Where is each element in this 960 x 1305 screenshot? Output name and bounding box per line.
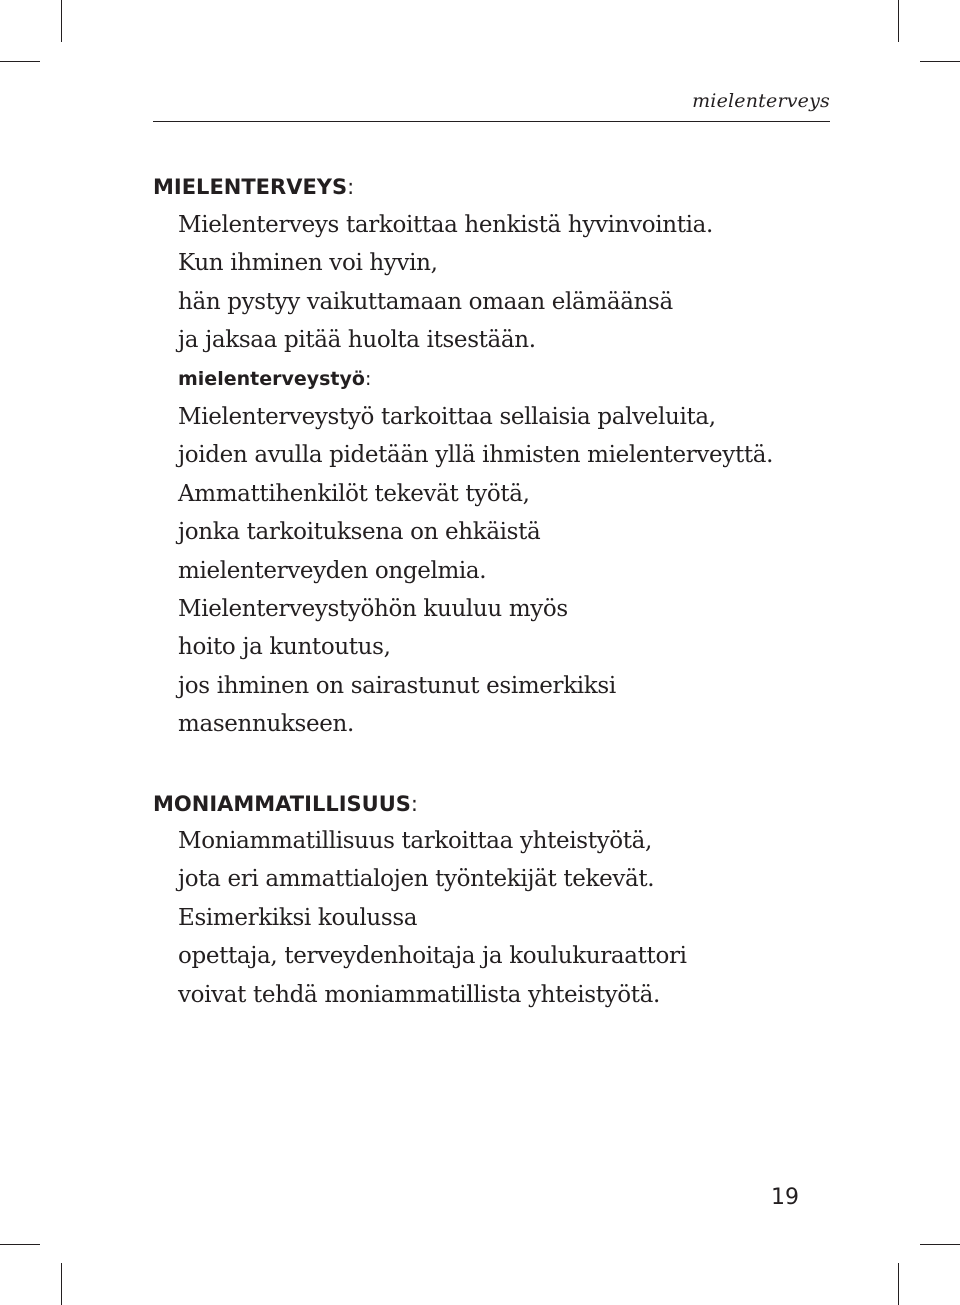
subterm-label: mielenterveystyö [178, 367, 365, 390]
definition-line: joiden avulla pidetään yllä ihmisten mielenterveyttä. [178, 442, 774, 469]
crop-mark-bottom-right [898, 1263, 899, 1305]
crop-mark-top-right [898, 0, 899, 42]
definition-line: jonka tarkoituksena on ehkäistä [178, 519, 541, 546]
definition-line: mielenterveyden ongelmia. [178, 557, 487, 584]
term-label: MONIAMMATILLISUUS [153, 792, 411, 816]
definition-line: hän pystyy vaikuttamaan omaan elämäänsä [178, 288, 673, 315]
crop-mark-top-left [61, 0, 62, 42]
crop-mark-bottom-right-horizontal [920, 1244, 960, 1245]
subterm-heading-mielenterveystyo [178, 360, 773, 398]
definition-line: hoito ja kuntoutus, [178, 634, 391, 661]
page-number: 19 [771, 1185, 799, 1210]
running-header-title: mielenterveys [692, 90, 830, 112]
definition-line: Moniammatillisuus tarkoittaa yhteistyötä, [178, 828, 652, 854]
term-heading-mielenterveys [153, 173, 354, 201]
term-colon: : [347, 175, 355, 199]
definition-line: opettaja, terveydenhoitaja ja koulukuraattori [178, 943, 687, 970]
term-colon: : [410, 792, 418, 816]
term-label: MIELENTERVEYS [153, 175, 348, 199]
subterm-colon: : [364, 367, 372, 390]
term-heading-moniammatillisuus [153, 790, 418, 818]
definition-line: jos ihminen on sairastunut esimerkiksi [178, 672, 616, 699]
definition-line: Esimerkiksi koulussa [178, 904, 418, 931]
crop-mark-bottom-left-horizontal [0, 1244, 40, 1245]
definition-mielenterveys [178, 206, 773, 743]
definition-line: Mielenterveystyö tarkoittaa sellaisia palveluita, [178, 403, 716, 430]
crop-mark-bottom-left [61, 1263, 62, 1305]
definition-line: Ammattihenkilöt tekevät työtä, [178, 480, 530, 507]
crop-mark-top-left-horizontal [0, 61, 40, 62]
definition-line: masennukseen. [178, 711, 354, 738]
definition-line: Mielenterveys tarkoittaa henkistä hyvinvointia. [178, 212, 713, 238]
definition-line: ja jaksaa pitää huolta itsestään. [178, 327, 536, 354]
definition-line: Mielenterveystyöhön kuuluu myös [178, 595, 568, 622]
definition-line: jota eri ammattialojen työntekijät tekevät. [178, 866, 655, 893]
crop-mark-top-right-horizontal [920, 61, 960, 62]
definition-moniammatillisuus [178, 822, 687, 1014]
definition-line: voivat tehdä moniammatillista yhteistyötä. [178, 981, 660, 1008]
header-rule [153, 121, 830, 122]
definition-line: Kun ihminen voi hyvin, [178, 250, 438, 277]
